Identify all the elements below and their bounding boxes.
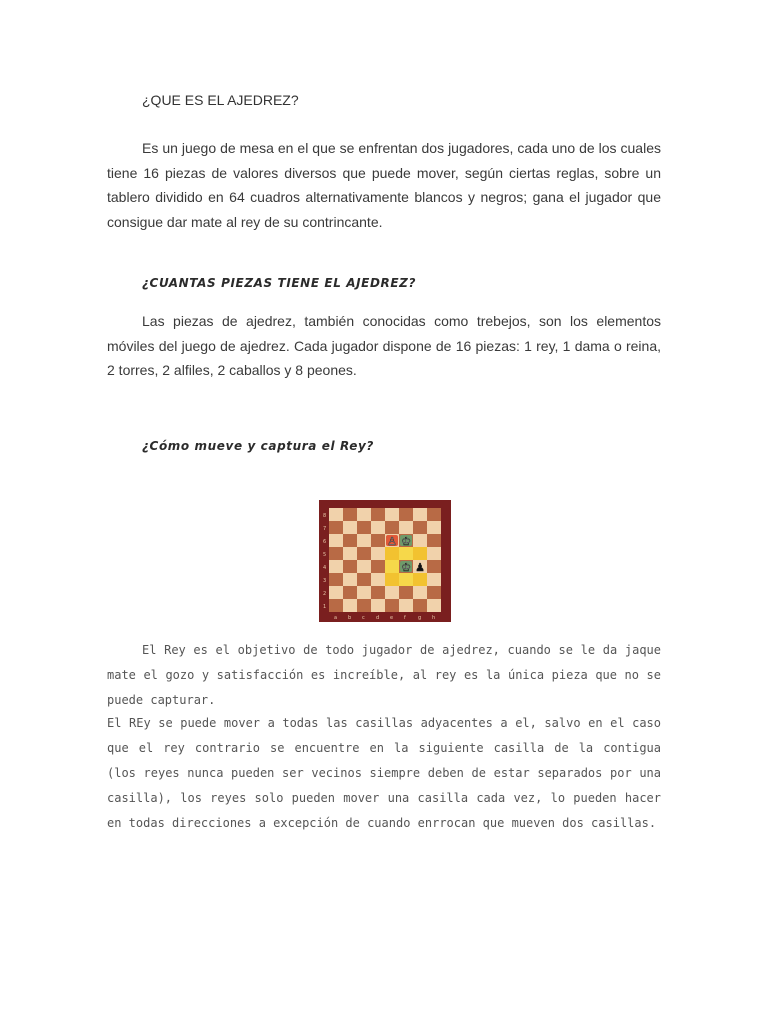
square-h3	[427, 573, 441, 586]
square-c5	[357, 547, 371, 560]
square-d6	[371, 534, 385, 547]
square-g1	[413, 599, 427, 612]
square-c8	[357, 508, 371, 521]
chessboard-image	[319, 500, 451, 622]
square-h6	[427, 534, 441, 547]
file-label: d	[376, 615, 380, 621]
square-f7	[399, 521, 413, 534]
square-a7	[329, 521, 343, 534]
file-label: h	[432, 615, 436, 621]
file-label: e	[390, 615, 394, 621]
square-c7	[357, 521, 371, 534]
paragraph-king-movement: El REy se puede mover a todas las casillas adyacentes a el, salvo en el caso que el rey contrario se encuentre en la siguiente casilla de la contigua (los reyes nunca pueden ser vecinos siempre deben de estar separados por una casilla), los reyes solo pueden mover una casilla cada vez, lo pueden hacer en todas direcciones a excepción de cuando enrrocan que mueven dos casillas.	[107, 716, 661, 830]
square-d8	[371, 508, 385, 521]
square-g5	[413, 547, 427, 560]
square-a5	[329, 547, 343, 560]
heading-cuantas-piezas: ¿CUANTAS PIEZAS TIENE EL AJEDREZ?	[142, 276, 417, 290]
heading-que-es-ajedrez: ¿QUE ES EL AJEDREZ?	[142, 92, 299, 108]
file-label: b	[348, 615, 352, 621]
square-f3	[399, 573, 413, 586]
rank-label: 4	[323, 565, 327, 571]
rank-label: 3	[323, 578, 327, 584]
square-h5	[427, 547, 441, 560]
square-d7	[371, 521, 385, 534]
square-b3	[343, 573, 357, 586]
square-d1	[371, 599, 385, 612]
paragraph-king-objective: El Rey es el objetivo de todo jugador de ajedrez, cuando se le da jaque mate el gozo y satisfacción es increíble, al rey es la única pieza que no se puede capturar.	[107, 643, 661, 707]
white-king-icon: ♔	[401, 561, 411, 574]
square-a2	[329, 586, 343, 599]
square-g8	[413, 508, 427, 521]
rank-label: 8	[323, 513, 327, 519]
square-h8	[427, 508, 441, 521]
paragraph-definition: Es un juego de mesa en el que se enfrentan dos jugadores, cada uno de los cuales tiene 16 piezas de valores diversos que puede mover, según ciertas reglas, sobre un tablero dividido en 64 cuadros alternativamente blancos y negros; gana el jugador que consigue dar mate al rey de su contrincante.	[107, 140, 661, 230]
square-b6	[343, 534, 357, 547]
square-e3	[385, 573, 399, 586]
square-h7	[427, 521, 441, 534]
square-b7	[343, 521, 357, 534]
rank-label: 7	[323, 526, 327, 532]
square-b1	[343, 599, 357, 612]
rank-label: 2	[323, 591, 327, 597]
square-e4	[385, 560, 399, 573]
square-h2	[427, 586, 441, 599]
rank-label: 6	[323, 539, 327, 545]
white-pawn-icon: ♙	[387, 535, 397, 548]
square-f2	[399, 586, 413, 599]
black-pawn-icon: ♟	[415, 561, 425, 574]
square-b5	[343, 547, 357, 560]
square-g7	[413, 521, 427, 534]
square-g6	[413, 534, 427, 547]
square-g3	[413, 573, 427, 586]
square-h1	[427, 599, 441, 612]
square-a1	[329, 599, 343, 612]
square-a6	[329, 534, 343, 547]
paragraph-pieces: Las piezas de ajedrez, también conocidas como trebejos, son los elementos móviles del juego de ajedrez. Cada jugador dispone de 16 piezas: 1 rey, 1 dama o reina, 2 torres, 2 alfiles, 2 caballos y 8 peones.	[107, 313, 661, 378]
heading-como-mueve-rey: ¿Cómo mueve y captura el Rey?	[142, 439, 374, 453]
rank-label: 1	[323, 604, 327, 610]
square-d4	[371, 560, 385, 573]
square-c6	[357, 534, 371, 547]
file-label: f	[404, 615, 406, 621]
square-e1	[385, 599, 399, 612]
square-d5	[371, 547, 385, 560]
square-f5	[399, 547, 413, 560]
file-label: g	[418, 615, 422, 621]
square-c3	[357, 573, 371, 586]
square-c1	[357, 599, 371, 612]
rank-label: 5	[323, 552, 327, 558]
square-c2	[357, 586, 371, 599]
file-label: c	[362, 615, 365, 621]
square-e2	[385, 586, 399, 599]
square-d2	[371, 586, 385, 599]
square-e7	[385, 521, 399, 534]
square-e8	[385, 508, 399, 521]
white-king-icon: ♔	[401, 535, 411, 548]
file-label: a	[334, 615, 338, 621]
square-h4	[427, 560, 441, 573]
square-a8	[329, 508, 343, 521]
square-g2	[413, 586, 427, 599]
square-f8	[399, 508, 413, 521]
square-d3	[371, 573, 385, 586]
square-a3	[329, 573, 343, 586]
square-c4	[357, 560, 371, 573]
square-f1	[399, 599, 413, 612]
square-b8	[343, 508, 357, 521]
square-b2	[343, 586, 357, 599]
square-e5	[385, 547, 399, 560]
square-b4	[343, 560, 357, 573]
square-a4	[329, 560, 343, 573]
